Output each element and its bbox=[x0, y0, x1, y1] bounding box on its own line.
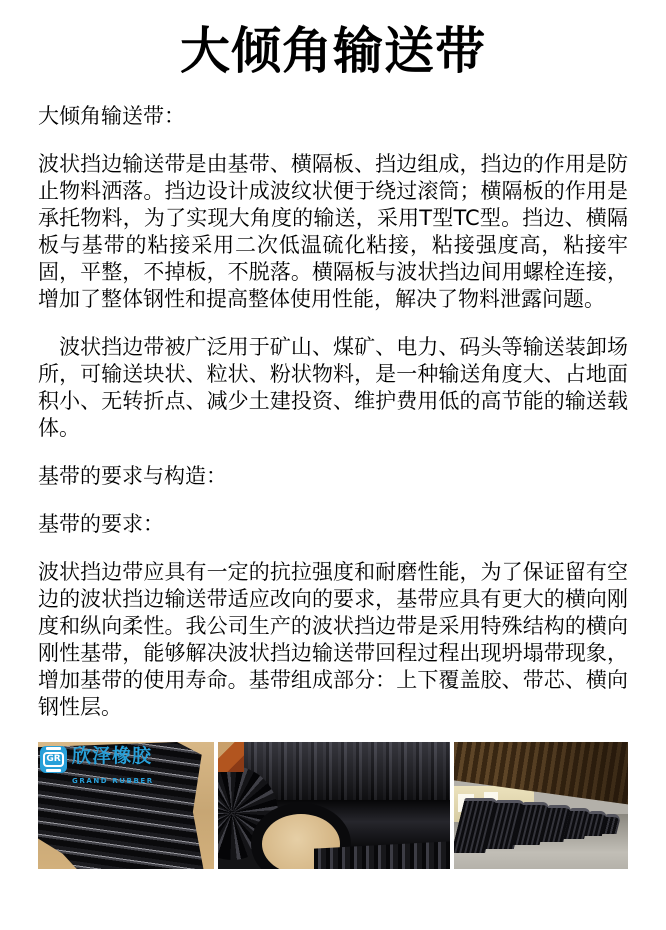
brand-logo bbox=[40, 746, 154, 795]
paragraph-baseband: 波状挡边带应具有一定的抗拉强度和耐磨性能，为了保证留有空边的波状挡边输送带适应改向的要求，基带应具有更大的横向刚度和纵向柔性。我公司生产的波状挡边带是采用特殊结构的横向刚性基带，能够解决波状挡边输送带回程过程出现坍塌带现象，增加基带的使用寿命。基带组成部分：上下覆盖胶、带芯、横向钢性层。 bbox=[38, 560, 628, 719]
intro-label: 大倾角输送带： bbox=[38, 104, 185, 128]
gr-logo-icon bbox=[40, 746, 67, 773]
paragraph-application: 波状挡边带被广泛用于矿山、煤矿、电力、码头等输送装卸场所，可输送块状、粒状、粉状物料，是一种输送角度大、占地面积小、无转折点、减少土建投资、维护费用低的高节能的输送载体。 bbox=[38, 335, 628, 440]
article-body bbox=[0, 103, 666, 869]
coiled-sidewall-belt-photo bbox=[218, 742, 450, 869]
gr-monogram: GR bbox=[43, 752, 64, 767]
brand-name-chinese: 欣泽橡胶 bbox=[72, 745, 153, 767]
sidewall-belt-strips-photo bbox=[38, 742, 214, 869]
heading-requirements-structure: 基带的要求与构造： bbox=[38, 464, 227, 488]
warehouse-belt-stock-photo bbox=[454, 742, 628, 869]
product-photo-gallery bbox=[38, 742, 628, 869]
wood-corner-graphic bbox=[218, 742, 244, 772]
paragraph-composition: 波状挡边输送带是由基带、横隔板、挡边组成，挡边的作用是防止物料洒落。挡边设计成波纹状便于绕过滚筒；横隔板的作用是承托物料，为了实现大角度的输送，采用T型TC型。挡边、横隔板与基带的粘接采用二次低温硫化粘接，粘接强度高，粘接牢固，平整，不掉板，不脱落。横隔板与波状挡边间用螺栓连接，增加了整体钢性和提高整体使用性能，解决了物料泄露问题。 bbox=[38, 152, 628, 311]
page-title: 大倾角输送带 bbox=[180, 22, 486, 80]
heading-requirements: 基带的要求： bbox=[38, 512, 164, 536]
brand-name-english: GRAND RUBBER bbox=[72, 777, 154, 785]
